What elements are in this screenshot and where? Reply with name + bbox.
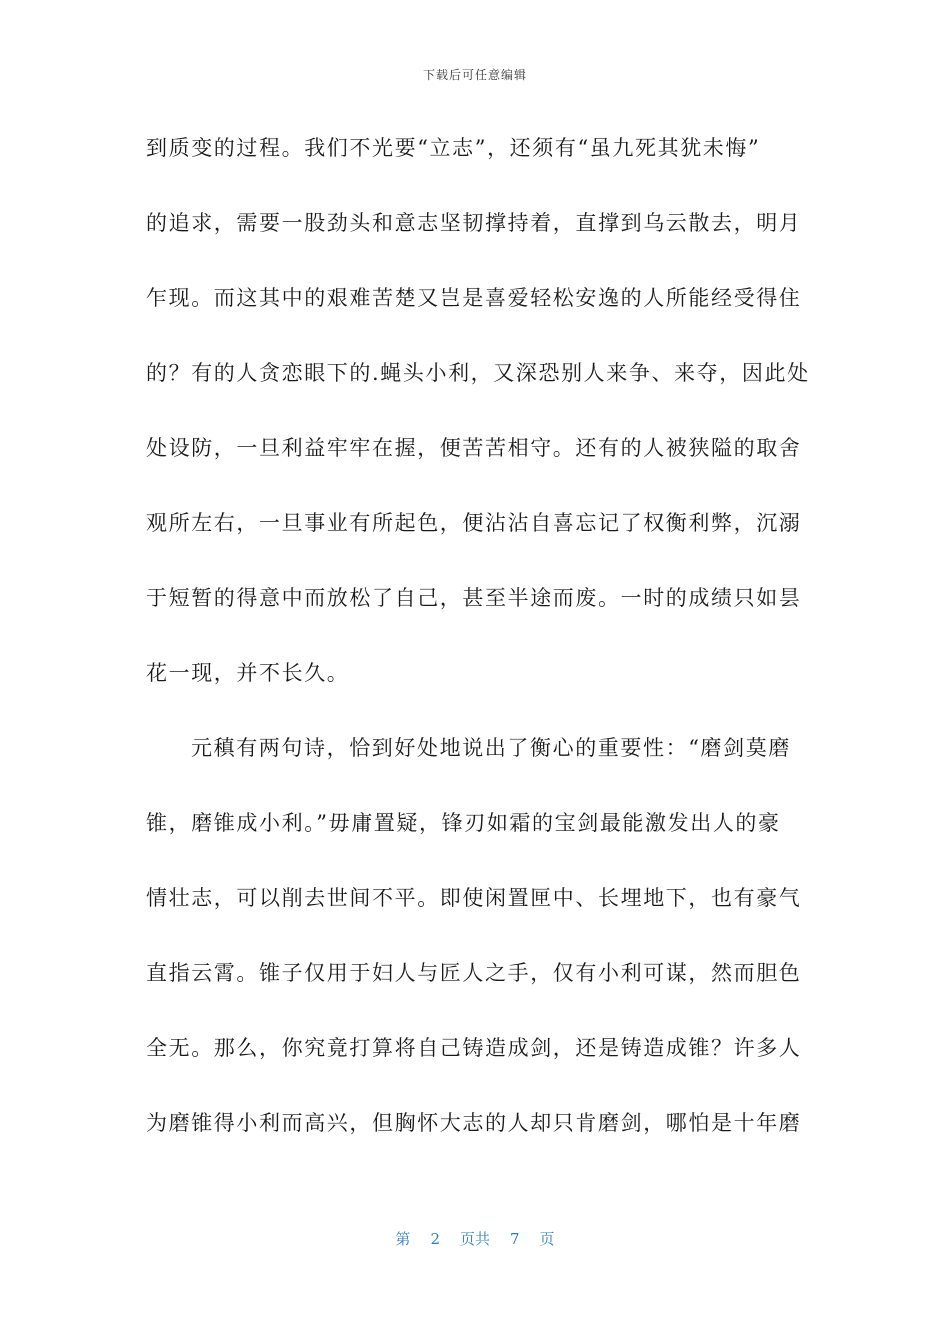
text-line: 的？有的人贪恋眼下的.蝇头小利，又深恐别人来争、来夺，因此处: [146, 361, 810, 385]
footer-suffix: 页: [539, 1230, 555, 1248]
footer-middle: 页共: [459, 1230, 490, 1248]
text-line: 的追求，需要一股劲头和意志坚韧撑持着，直撑到乌云散去，明月: [146, 211, 802, 235]
text-line: 全无。那么，你究竟打算将自己铸造成剑，还是铸造成锥？许多人: [146, 1036, 802, 1060]
text-line: 为磨锥得小利而高兴，但胸怀大志的人却只肯磨剑，哪怕是十年磨: [146, 1111, 802, 1135]
text-line: 直指云霄。锥子仅用于妇人与匠人之手，仅有小利可谋，然而胆色: [146, 961, 802, 985]
text-line: 观所左右，一旦事业有所起色，便沾沾自喜忘记了权衡利弊，沉溺: [146, 511, 802, 535]
text-line: 元稹有两句诗，恰到好处地说出了衡心的重要性：“磨剑莫磨: [191, 736, 791, 760]
text-line: 乍现。而这其中的艰难苦楚又岂是喜爱轻松安逸的人所能经受得住: [146, 286, 802, 310]
page-footer: [0, 1228, 950, 1249]
text-line: 情壮志，可以削去世间不平。即使闲置匣中、长埋地下，也有豪气: [146, 886, 802, 910]
text-line: 到质变的过程。我们不光要“立志”，还须有“虽九死其犹未悔”: [146, 136, 761, 160]
total-pages-number: 7: [510, 1230, 520, 1248]
current-page-number: 2: [430, 1230, 440, 1248]
text-line: 于短暂的得意中而放松了自己，甚至半途而废。一时的成绩只如昙: [146, 586, 802, 610]
text-line: 锥，磨锥成小利。”毋庸置疑，锋刃如霜的宝剑最能激发出人的豪: [146, 811, 781, 835]
page-header: 下载后可任意编辑: [422, 68, 527, 82]
footer-prefix: 第: [395, 1230, 411, 1248]
text-line: 花一现，并不长久。: [146, 661, 350, 685]
document-body: [146, 128, 810, 1178]
text-line: 处设防，一旦利益牢牢在握，便苦苦相守。还有的人被狭隘的取舍: [146, 436, 802, 460]
